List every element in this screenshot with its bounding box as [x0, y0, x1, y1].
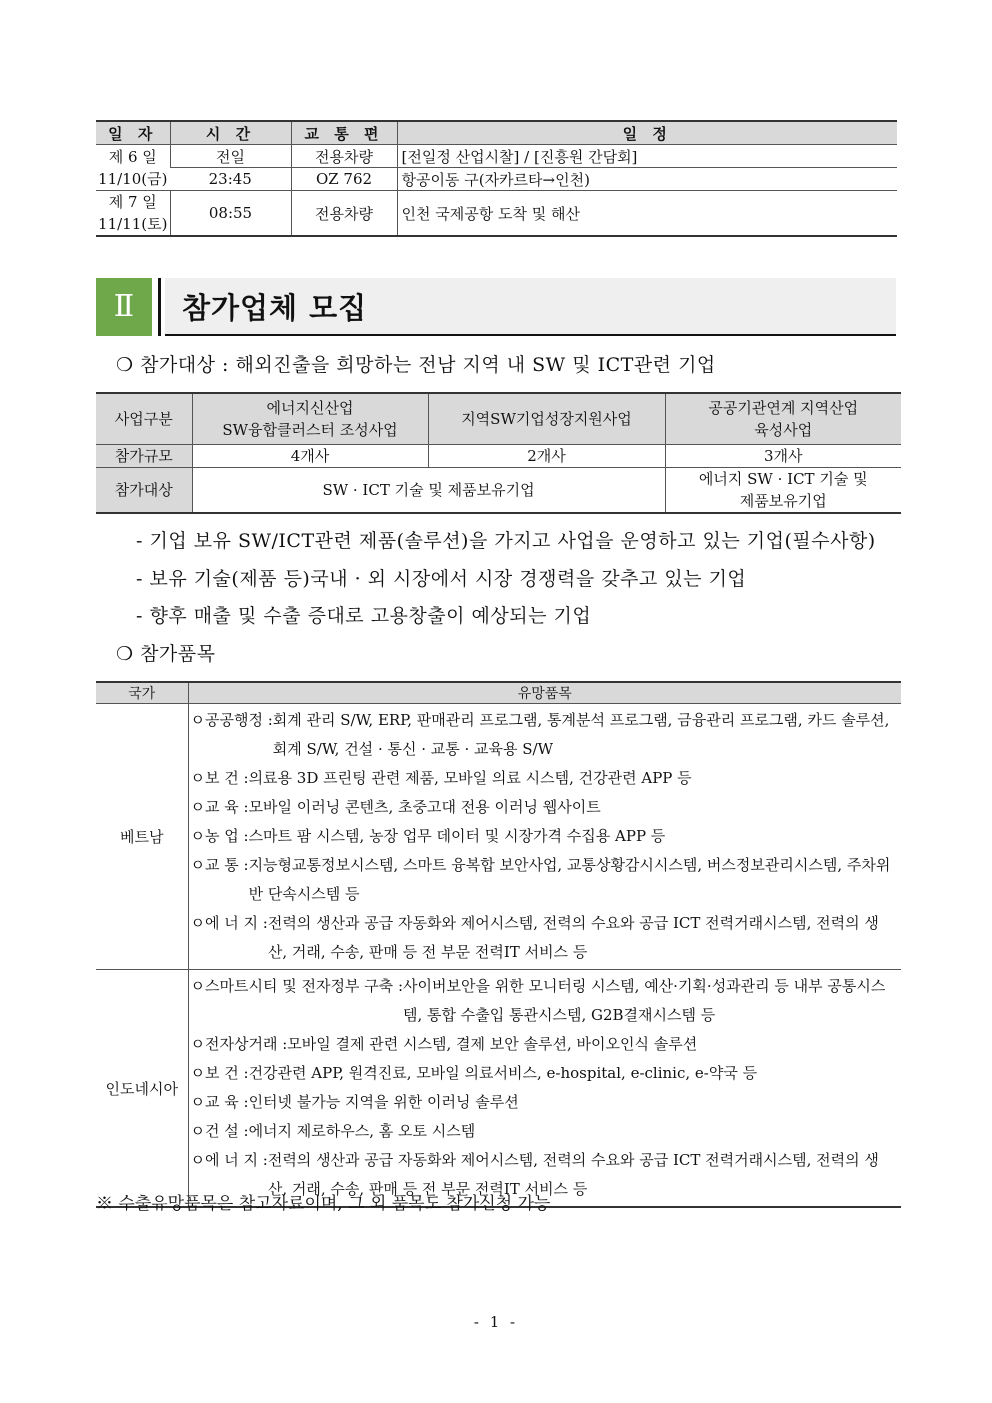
list-item — [191, 1059, 898, 1088]
recruit-header-energy-line2: SW융합클러스터 조성사업 — [222, 420, 398, 439]
list-item — [191, 1030, 898, 1059]
item-text: 스마트 팜 시스템, 농장 업무 데이터 및 시장가격 수집용 APP 등 — [248, 827, 666, 845]
header-schedule: 일 정 — [397, 121, 897, 145]
header-time: 시 간 — [170, 121, 291, 145]
day-cell — [96, 145, 170, 191]
list-item — [191, 764, 898, 793]
item-label: ㅇ에 너 지 : — [190, 1151, 268, 1169]
day-label: 제 6 일 — [108, 147, 157, 166]
transport-cell: 전용차량 — [291, 145, 397, 168]
item-list — [188, 970, 901, 1208]
table-row — [96, 444, 901, 467]
recruit-header-category: 사업구분 — [96, 393, 192, 444]
item-label: ㅇ농 업 : — [190, 827, 249, 845]
day-date: 11/10(금) — [98, 169, 168, 188]
recruit-header-energy-line1: 에너지신산업 — [266, 398, 354, 417]
list-item — [191, 972, 898, 1030]
list-item — [191, 1117, 898, 1146]
page-number: - 1 - — [473, 1313, 519, 1331]
scale-value: 3개사 — [665, 444, 901, 467]
scale-label: 참가규모 — [96, 444, 192, 467]
list-item — [191, 851, 898, 909]
condition-item: - 향후 매출 및 수출 증대로 고용창출이 예상되는 기업 — [136, 605, 592, 627]
section-number: Ⅱ — [96, 278, 152, 336]
list-item — [191, 706, 898, 764]
list-item — [191, 822, 898, 851]
target-value-line2: 제품보유기업 — [739, 491, 827, 510]
day-label: 제 7 일 — [108, 193, 157, 211]
header-transport: 교 통 편 — [291, 121, 397, 145]
time-cell: 전일 — [170, 145, 291, 168]
table-row — [96, 970, 901, 1208]
section-header — [96, 278, 896, 336]
condition-item: - 기업 보유 SW/ICT관련 제품(솔루션)을 가지고 사업을 운영하고 있는 기업(필수사항) — [136, 530, 876, 552]
schedule-cell: 항공이동 구(자카르타→인천) — [397, 168, 897, 191]
country-indonesia: 인도네시아 — [96, 970, 188, 1208]
table-row — [96, 168, 897, 191]
item-label: ㅇ건 설 : — [190, 1122, 249, 1140]
day-cell — [96, 191, 170, 237]
target-value-line1: 에너지 SW · ICT 기술 및 — [698, 469, 868, 488]
recruit-header-regional: 지역SW기업성장지원사업 — [428, 393, 665, 444]
condition-item: - 보유 기술(제품 등)국내 · 외 시장에서 시장 경쟁력을 갖추고 있는 기업 — [136, 568, 747, 590]
day-date: 11/11(토) — [98, 215, 168, 233]
recruit-header-public — [665, 393, 901, 444]
table-row — [96, 191, 897, 237]
time-cell: 08:55 — [170, 191, 291, 237]
item-text: 인터넷 불가능 지역을 위한 이러닝 솔루션 — [248, 1093, 519, 1111]
schedule-table — [96, 120, 897, 237]
target-value-last — [665, 467, 901, 513]
item-label: ㅇ교 육 : — [190, 1093, 249, 1111]
item-label: ㅇ교 통 : — [190, 856, 249, 874]
item-text: 의료용 3D 프린팅 관련 제품, 모바일 의료 시스템, 건강관련 APP 등 — [248, 769, 692, 787]
country-vietnam: 베트남 — [96, 704, 188, 970]
target-line: ❍ 참가대상 : 해외진출을 희망하는 전남 지역 내 SW 및 ICT관련 기업 — [116, 354, 716, 376]
item-text: 모바일 결제 관련 시스템, 결제 보안 솔루션, 바이오인식 솔루션 — [287, 1035, 698, 1053]
item-label: ㅇ전자상거래 : — [190, 1035, 288, 1053]
item-label: ㅇ에 너 지 : — [190, 914, 268, 932]
recruit-header-public-line2: 육성사업 — [754, 420, 813, 439]
item-text: 사이버보안을 위한 모니터링 시스템, 예산·기획·성과관리 등 내부 공통시스템, 통합 수출입 통관시스템, G2B결재시스템 등 — [403, 977, 886, 1024]
target-value: SW · ICT 기술 및 제품보유기업 — [192, 467, 665, 513]
transport-cell: OZ 762 — [291, 168, 397, 191]
item-text: 건강관련 APP, 원격진료, 모바일 의료서비스, e-hospital, e-clinic, e-약국 등 — [248, 1064, 758, 1082]
recruit-table — [96, 392, 901, 514]
item-text: 모바일 이러닝 콘텐츠, 초중고대 전용 이러닝 웹사이트 — [248, 798, 601, 816]
item-text: 전력의 생산과 공급 자동화와 제어시스템, 전력의 수요와 공급 ICT 전력거래시스템, 전력의 생산, 거래, 수송, 판매 등 전 부문 전력IT 서비스 등 — [267, 914, 879, 961]
item-label: ㅇ스마트시티 및 전자정부 구축 : — [190, 977, 403, 995]
items-heading: ❍ 참가품목 — [116, 643, 216, 665]
table-row — [96, 145, 897, 168]
section-title: 참가업체 모집 — [182, 291, 368, 325]
item-text: 에너지 제로하우스, 홈 오토 시스템 — [248, 1122, 476, 1140]
table-row — [96, 704, 901, 970]
header-country: 국가 — [96, 682, 188, 704]
item-label: ㅇ교 육 : — [190, 798, 249, 816]
recruit-header-energy — [192, 393, 428, 444]
list-item — [191, 793, 898, 822]
list-item — [191, 1088, 898, 1117]
list-item — [191, 909, 898, 967]
item-text: 전력의 생산과 공급 자동화와 제어시스템, 전력의 수요와 공급 ICT 전력거래시스템, 전력의 생산, 거래, 수송, 판매 등 전 부문 전력IT 서비스 등 — [267, 1151, 879, 1198]
scale-value: 4개사 — [192, 444, 428, 467]
table-row — [96, 467, 901, 513]
item-label: ㅇ보 건 : — [190, 769, 249, 787]
transport-cell: 전용차량 — [291, 191, 397, 237]
target-label: 참가대상 — [96, 467, 192, 513]
item-text: 회계 관리 S/W, ERP, 판매관리 프로그램, 통계분석 프로그램, 금융관리 프로그램, 카드 솔루션, 회계 S/W, 건설 · 통신 · 교통 · 교육용 S/W — [272, 711, 890, 758]
item-text: 지능형교통정보시스템, 스마트 융복합 보안사업, 교통상황감시시스템, 버스정보관리시스템, 주차위반 단속시스템 등 — [248, 856, 891, 903]
item-label: ㅇ보 건 : — [190, 1064, 249, 1082]
time-cell: 23:45 — [170, 168, 291, 191]
section-divider — [158, 278, 161, 336]
scale-value: 2개사 — [428, 444, 665, 467]
recruit-header-public-line1: 공공기관연계 지역산업 — [708, 398, 859, 417]
item-list — [188, 704, 901, 970]
schedule-cell: [전일정 산업시찰] / [진흥원 간담회] — [397, 145, 897, 168]
items-table — [96, 681, 901, 1208]
header-date: 일 자 — [96, 121, 170, 145]
header-items: 유망품목 — [188, 682, 901, 704]
footnote: ※ 수출유망품목은 참고자료이며, 그 외 품목도 참가신청 가능 — [96, 1194, 551, 1214]
schedule-cell: 인천 국제공항 도착 및 해산 — [397, 191, 897, 237]
item-label: ㅇ공공행정 : — [190, 711, 273, 729]
